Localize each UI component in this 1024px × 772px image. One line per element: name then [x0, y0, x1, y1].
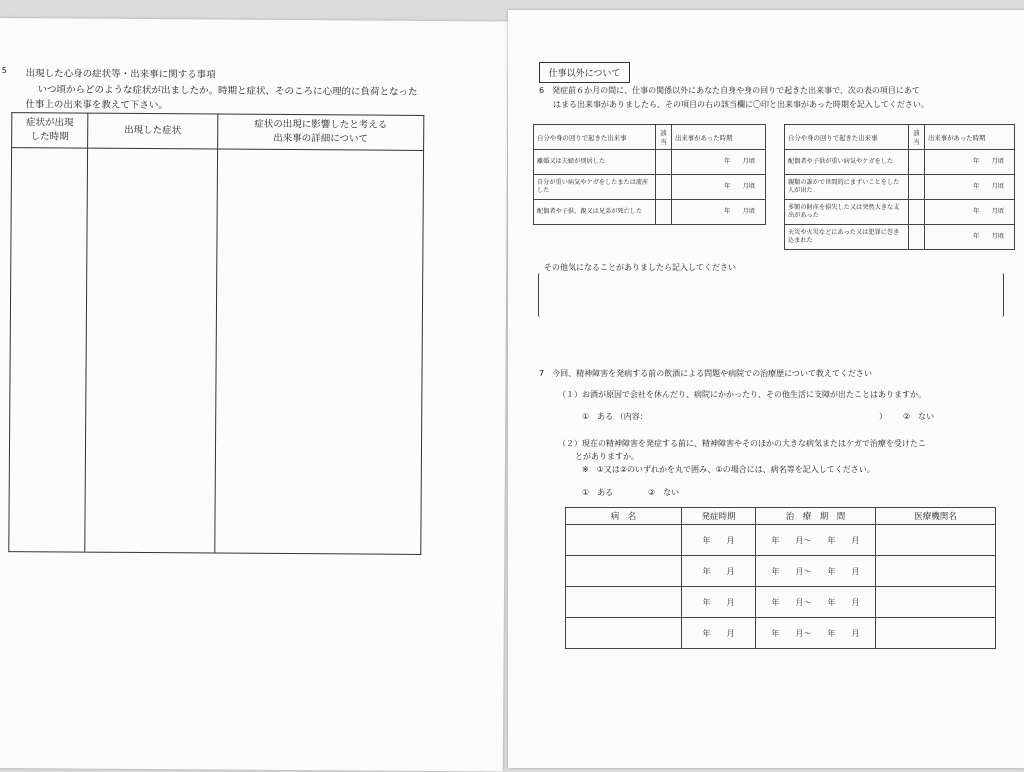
q7-title: 7 今回、精神障害を発病する前の飲酒による問題や病院での治療歴について教えてください: [539, 369, 872, 378]
table-row: [534, 175, 766, 200]
applicable-checkbox[interactable]: [909, 150, 925, 175]
onset-field[interactable]: 年 月: [682, 556, 756, 587]
disease-name-field[interactable]: [566, 525, 682, 556]
table-row: [785, 175, 1015, 200]
q7-2-question-line1: （２）現在の精神障害を発症する前に、精神障害やそのほかの大きな病気またはケガで治療を受けたこ: [558, 439, 926, 448]
event-label: 離婚又は夫婦が別居した: [534, 150, 656, 175]
header-event-details: 症状の出現に影響したと考える 出来事の詳細について: [218, 114, 424, 150]
table-row: [785, 200, 1015, 225]
q7-2-question-line2: とがありますか。: [575, 452, 639, 461]
header-disease-name: 病 名: [566, 508, 682, 525]
header-onset: 発症時期: [682, 508, 756, 525]
event-label: 多額の財産を損失した又は突然大きな支出があった: [785, 200, 909, 225]
treatment-period-field[interactable]: 年 月～ 年 月: [756, 618, 876, 649]
q7-1-option-no[interactable]: ② ない: [903, 412, 935, 421]
q7-2-note: ※ ①又は②のいずれかを丸で囲み、①の場合には、病名等を記入してください。: [582, 465, 875, 474]
q6-line2: はまる出来事がありましたら、その項目の右の該当欄に〇印と出来事があった時期を記入してください。: [553, 100, 929, 109]
event-label: 親類の誰かで世間的にまずいことをした人が出た: [785, 175, 909, 200]
q7-1-question: （１）お酒が原因で会社を休んだり、病院にかかったり、その他生活に支障が出たことはありますか。: [558, 390, 926, 399]
q7-2-option-yes[interactable]: ① ある: [582, 488, 614, 497]
event-time-field[interactable]: 年 月頃: [925, 175, 1015, 200]
applicable-checkbox[interactable]: [656, 175, 672, 200]
treatment-table: [565, 507, 996, 649]
onset-field[interactable]: 年 月: [682, 525, 756, 556]
event-time-header: 出来事があった時期: [925, 125, 1015, 150]
event-time-field[interactable]: 年 月頃: [672, 175, 766, 200]
event-time-field[interactable]: 年 月頃: [925, 150, 1015, 175]
event-label: 配偶者や子供、親又は兄弟が死亡した: [534, 200, 656, 225]
symptoms-field[interactable]: [85, 148, 218, 553]
event-label: 自分が重い病気やケガをしたまたは流産した: [534, 175, 656, 200]
left-page: [0, 18, 508, 772]
applicable-checkbox[interactable]: [909, 175, 925, 200]
q7-1-close-paren: ）: [879, 412, 887, 421]
treatment-period-field[interactable]: 年 月～ 年 月: [756, 556, 876, 587]
treatment-period-field[interactable]: 年 月～ 年 月: [756, 525, 876, 556]
event-table-left: [533, 124, 766, 225]
medical-institution-field[interactable]: [876, 587, 996, 618]
non-work-section-label: 仕事以外について: [539, 62, 630, 83]
treatment-period-field[interactable]: 年 月～ 年 月: [756, 587, 876, 618]
medical-institution-field[interactable]: [876, 556, 996, 587]
applicable-checkbox[interactable]: [656, 200, 672, 225]
applicable-checkbox[interactable]: [909, 225, 925, 250]
applicable-header: 該当: [656, 125, 672, 150]
table-row: [785, 225, 1015, 250]
section-5-question-line1: いつ頃からどのような症状が出ましたか。時期と症状、そのころに心理的に負荷となった: [37, 84, 418, 98]
section-5-number: 5: [1, 66, 7, 76]
event-time-header: 出来事があった時期: [672, 125, 766, 150]
disease-name-field[interactable]: [566, 587, 682, 618]
other-note-label: その他気になることがありましたら記入してください: [544, 263, 736, 272]
event-time-field[interactable]: 年 月頃: [672, 150, 766, 175]
table-row: [785, 150, 1015, 175]
section-5-title: 出現した心身の症状等・出来事に関する事項: [25, 68, 216, 81]
event-header: 自分や身の回りで起きた出来事: [785, 125, 909, 150]
disease-name-field[interactable]: [566, 618, 682, 649]
disease-name-field[interactable]: [566, 556, 682, 587]
applicable-checkbox[interactable]: [656, 150, 672, 175]
event-label: 天災や火災などにあった又は犯罪に巻き込まれた: [785, 225, 909, 250]
event-time-field[interactable]: 年 月頃: [925, 200, 1015, 225]
other-note-field[interactable]: [538, 273, 1004, 317]
header-medical-institution: 医療機関名: [876, 508, 996, 525]
q7-1-option-yes[interactable]: ① ある （内容：: [582, 412, 648, 421]
table-row: [566, 618, 996, 649]
q6-line1: 6 発症前６か月の間に、仕事の関係以外にあなた自身や身の回りで起きた出来事で、次の表の項目にあて: [539, 86, 920, 95]
applicable-header: 該当: [909, 125, 925, 150]
table-row: [566, 587, 996, 618]
event-time-field[interactable]: 年 月頃: [925, 225, 1015, 250]
medical-institution-field[interactable]: [876, 618, 996, 649]
applicable-checkbox[interactable]: [909, 200, 925, 225]
table-row: [534, 200, 766, 225]
event-details-field[interactable]: [215, 149, 424, 554]
event-label: 配偶者や子供が重い病気やケガをした: [785, 150, 909, 175]
table-row: [566, 556, 996, 587]
onset-time-field[interactable]: [9, 148, 88, 553]
q7-2-option-no[interactable]: ② ない: [648, 488, 680, 497]
table-row: [566, 525, 996, 556]
header-onset-time: 症状が出現 した時期: [12, 113, 88, 149]
header-treatment-period: 治 療 期 間: [756, 508, 876, 525]
medical-institution-field[interactable]: [876, 525, 996, 556]
onset-field[interactable]: 年 月: [682, 587, 756, 618]
right-page: [508, 10, 1024, 768]
onset-field[interactable]: 年 月: [682, 618, 756, 649]
symptom-table: [8, 112, 424, 555]
table-row: [534, 150, 766, 175]
header-symptoms: 出現した症状: [88, 113, 218, 149]
event-table-right: [784, 124, 1015, 250]
event-time-field[interactable]: 年 月頃: [672, 200, 766, 225]
section-5-question-line2: 仕事上の出来事を教えて下さい。: [25, 99, 168, 112]
event-header: 自分や身の回りで起きた出来事: [534, 125, 656, 150]
